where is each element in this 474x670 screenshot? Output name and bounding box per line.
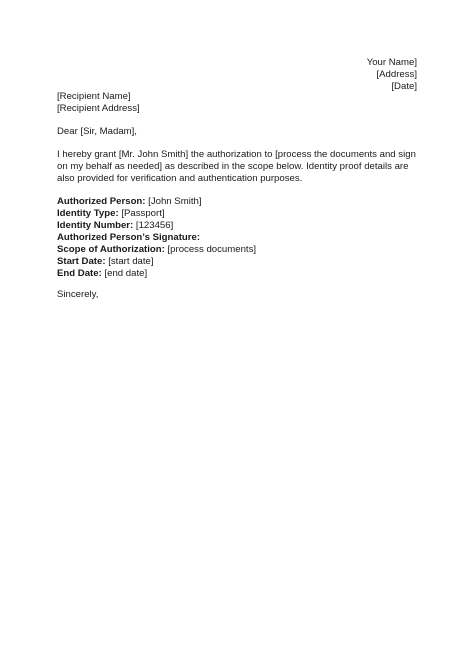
detail-label: Authorized Person <box>57 196 143 207</box>
sender-block <box>367 57 417 93</box>
detail-row-end-date: End Date: [end date] <box>57 268 148 279</box>
letter-body: I hereby grant [Mr. John Smith] the authorization to [process the documents and sign on my behalf as needed] as described in the scope below. Identity proof details are also provided for verification and authentication purposes. <box>57 149 416 184</box>
recipient-address: [Recipient Address] <box>57 103 140 114</box>
detail-label: Scope of Authorization <box>57 244 162 255</box>
authorization-details <box>57 196 256 280</box>
recipient-block <box>57 91 140 115</box>
detail-value: [John Smith] <box>148 196 202 207</box>
detail-value: [process documents] <box>167 244 257 255</box>
sender-date: [Date] <box>391 81 417 92</box>
recipient-name: [Recipient Name] <box>57 91 131 102</box>
detail-row-identity-number: Identity Number: [123456] <box>57 220 174 231</box>
detail-row-identity-type: Identity Type: [Passport] <box>57 208 165 219</box>
detail-label: Identity Type <box>57 208 116 219</box>
detail-value: [end date] <box>104 268 148 279</box>
detail-label: Identity Number <box>57 220 131 231</box>
detail-label: Authorized Person’s Signature <box>57 232 197 243</box>
sender-address: [Address] <box>376 69 417 80</box>
detail-label: End Date <box>57 268 99 279</box>
detail-value: [start date] <box>108 256 154 267</box>
detail-row-start-date: Start Date: [start date] <box>57 256 154 267</box>
detail-row-authorized-person: Authorized Person: [John Smith] <box>57 196 202 207</box>
sender-name: Your Name] <box>366 57 417 68</box>
detail-row-scope: Scope of Authorization: [process documents] <box>57 244 257 255</box>
detail-label: Start Date <box>57 256 103 267</box>
salutation: Dear [Sir, Madam], <box>57 126 137 137</box>
detail-value: [123456] <box>135 220 174 231</box>
detail-value: [Passport] <box>121 208 165 219</box>
closing: Sincerely, <box>57 289 99 300</box>
detail-row-signature: Authorized Person’s Signature: <box>57 232 201 243</box>
